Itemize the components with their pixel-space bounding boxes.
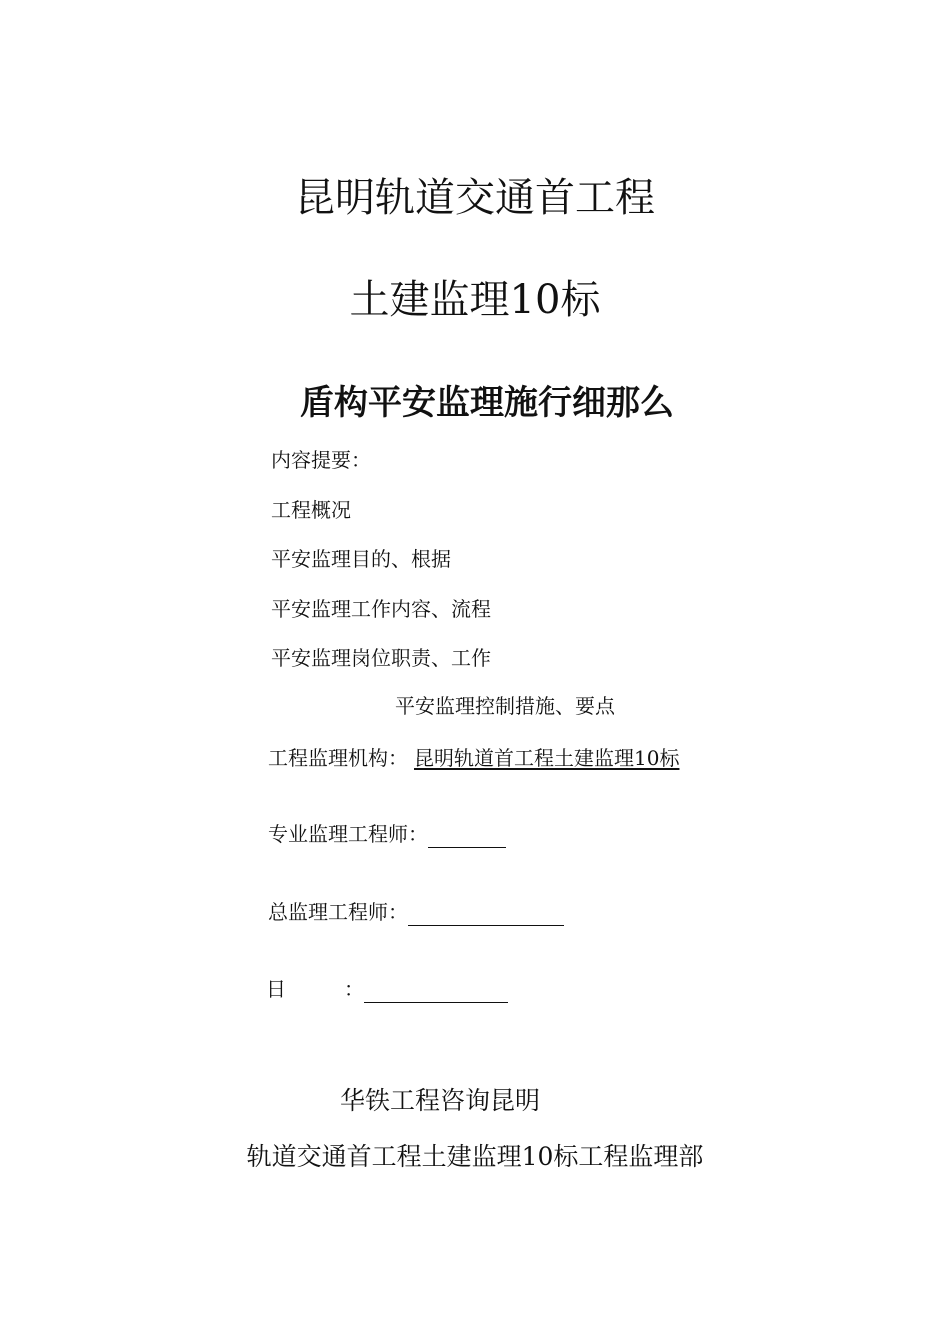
engineer-blank-line bbox=[428, 825, 506, 848]
contents-label: 内容提要： bbox=[271, 448, 371, 472]
contents-item: 平安监理目的、根据 bbox=[271, 547, 451, 571]
contents-item: 平安监理工作内容、流程 bbox=[271, 597, 491, 621]
org-label: 工程监理机构： bbox=[268, 746, 408, 770]
date-colon: ： bbox=[344, 977, 364, 1001]
chief-engineer-blank-line bbox=[408, 903, 564, 926]
engineer-label: 专业监理工程师： bbox=[268, 822, 428, 846]
date-label: 日 bbox=[266, 977, 286, 1001]
footer-line-1: 华铁工程咨询昆明 bbox=[340, 1086, 541, 1115]
engineer-field bbox=[268, 820, 506, 848]
date-blank-line bbox=[364, 980, 508, 1003]
org-value: 昆明轨道首工程土建监理10标 bbox=[414, 746, 680, 770]
contents-item: 平安监理岗位职责、工作 bbox=[271, 646, 491, 670]
contents-item: 平安监理控制措施、要点 bbox=[395, 694, 615, 718]
date-field bbox=[266, 975, 508, 1003]
chief-engineer-field bbox=[268, 898, 564, 926]
document-heading: 盾构平安监理施行细那么 bbox=[300, 383, 674, 423]
org-field bbox=[268, 744, 681, 772]
chief-engineer-label: 总监理工程师： bbox=[268, 900, 408, 924]
footer-line-2: 轨道交通首工程土建监理10标工程监理部 bbox=[246, 1142, 704, 1171]
contents-item: 工程概况 bbox=[271, 498, 351, 522]
title-line-1: 昆明轨道交通首工程 bbox=[295, 175, 655, 221]
title-line-2: 土建监理10标 bbox=[349, 277, 601, 323]
